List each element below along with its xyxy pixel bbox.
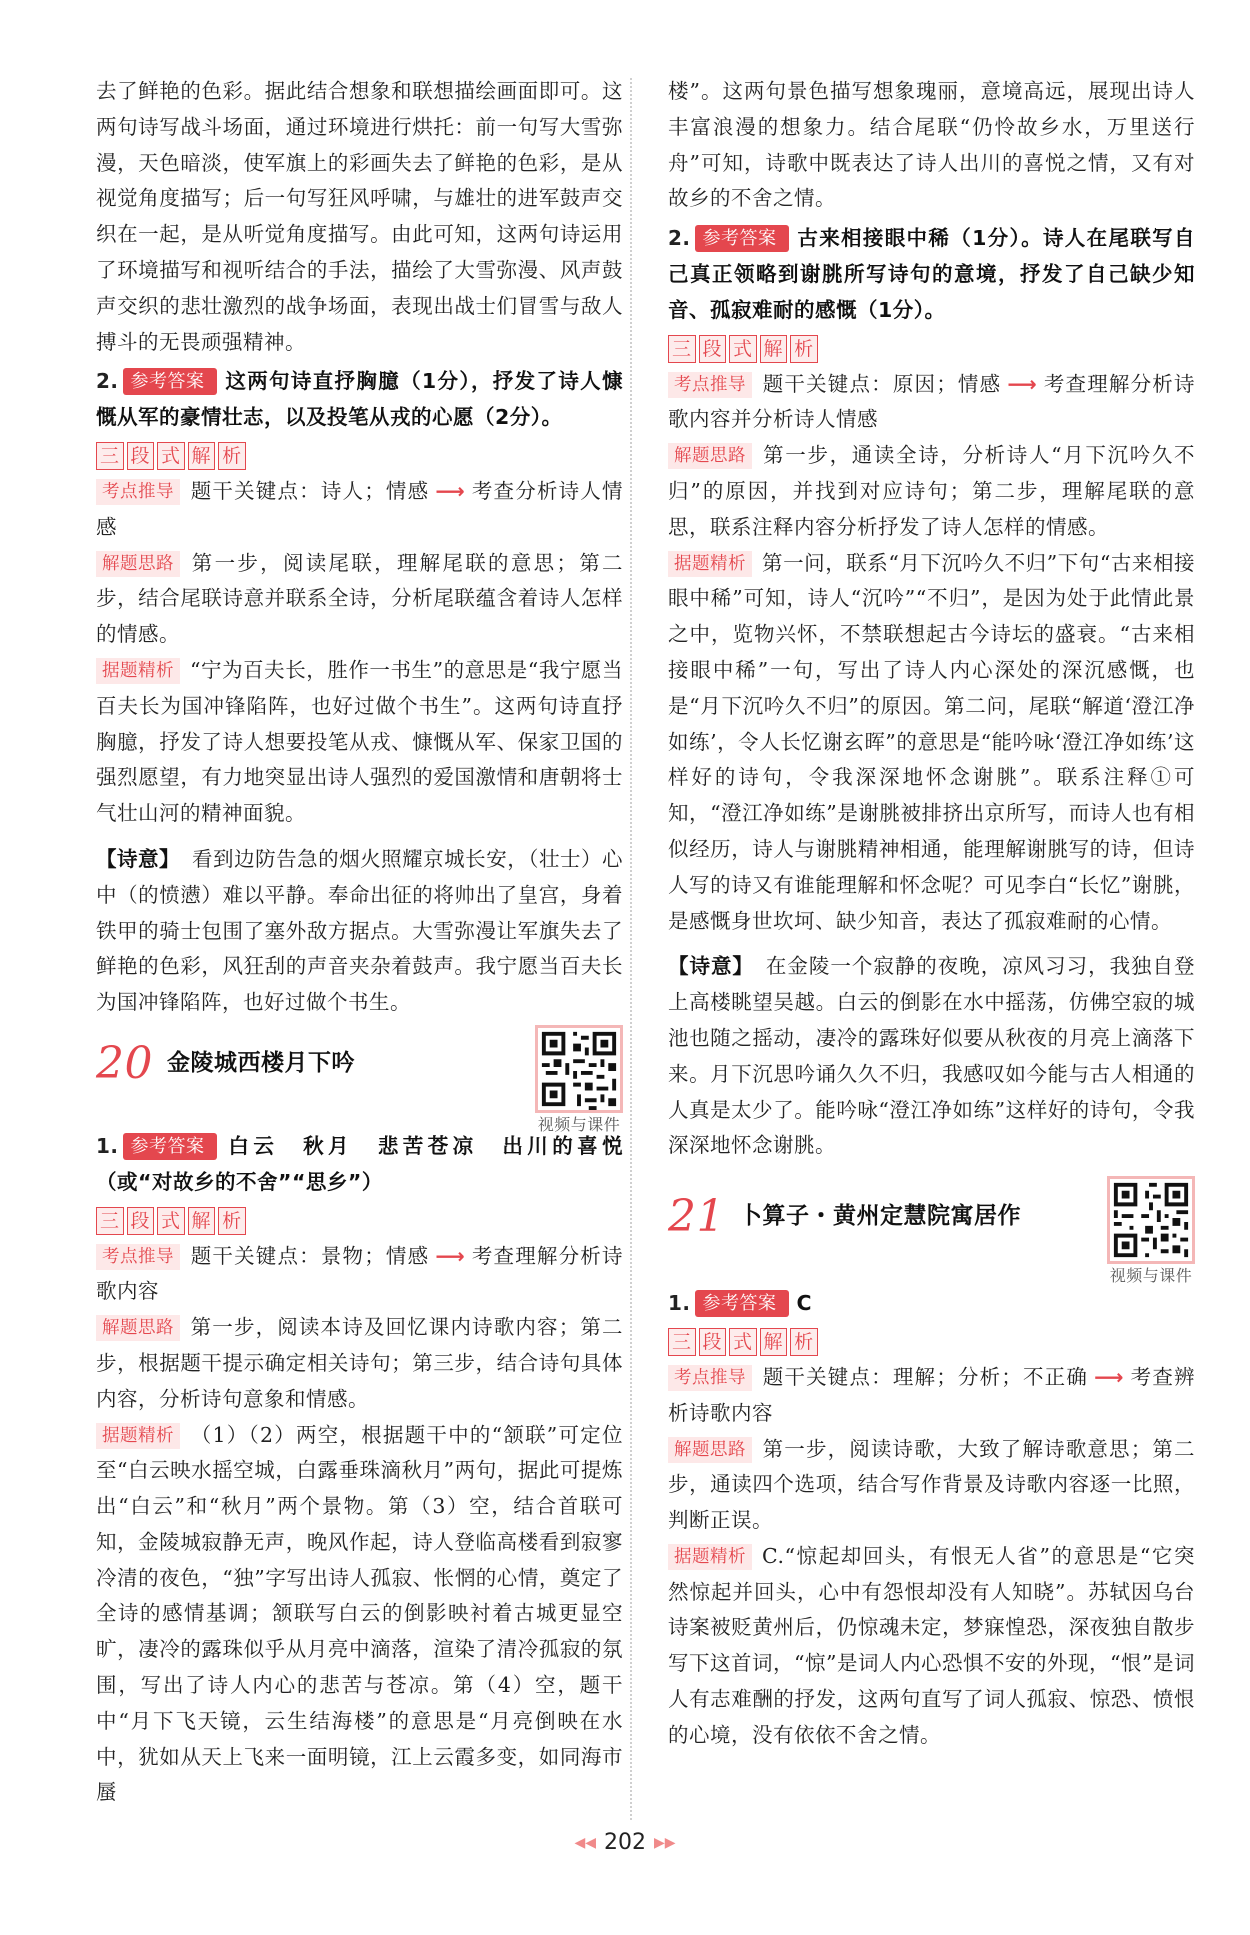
- kaodian-target: 考查理解分析诗歌内容并分析诗人情感: [668, 371, 1196, 432]
- right-column: [668, 74, 1195, 1754]
- jingxi-paragraph: [668, 546, 1195, 940]
- page-number: [0, 1830, 1250, 1855]
- question-number: 1.: [668, 1291, 691, 1316]
- kaodian-paragraph: [96, 474, 623, 546]
- method-char: 解: [188, 1207, 216, 1235]
- kaodian-target: 考查分析诗人情感: [96, 478, 624, 539]
- kaodian-tag: 考点推导: [668, 1365, 752, 1391]
- jingxi-text: 第一问，联系“月下沉吟久不归”下句“古来相接眼中稀”可知，诗人“沉吟”“不归”，是因为处于此情此景之中，览物兴怀，不禁联想起古今诗坛的盛衰。“古来相接眼中稀”一句，写出了诗人内心深处的深沉感慨，也是“月下沉吟久不归”的原因。第二问，尾联“解道‘澄江净如练’，令人长忆谢玄晖”的意思是“能吟咏‘澄江净如练’这样好的诗句，令我深深地怀念谢朓”。联系注释①可知，“澄江净如练”是谢朓被排挤出京所写，而诗人也有相似经历，诗人与谢朓精神相通，能理解谢朓写的诗，但诗人写的诗又有谁能理解和怀念呢？可见李白“长忆”谢朓，是感慨身世坎坷、缺少知音，表达了孤寂难耐的心情。: [668, 550, 1195, 933]
- qr-caption: 视频与课件: [1109, 1266, 1193, 1286]
- section-title: 金陵城西楼月下吟: [167, 1050, 355, 1077]
- question-number: 1.: [96, 1133, 119, 1158]
- answer-text: C: [796, 1291, 813, 1316]
- method-char: 解: [760, 335, 788, 363]
- kaodian-target: 考查辨析诗歌内容: [668, 1364, 1196, 1425]
- qr-block[interactable]: [535, 1025, 623, 1137]
- kaodian-keypoints: 题干关键点：景物；情感: [190, 1243, 430, 1268]
- kaodian-tag: 考点推导: [96, 1244, 180, 1270]
- jieti-tag: 解题思路: [668, 443, 752, 469]
- jieti-tag: 解题思路: [668, 1437, 752, 1463]
- answer-text: 古来相接眼中稀（1分）。诗人在尾联写自己真正领略到谢朓所写诗句的意境，抒发了自己缺少知音、孤寂难耐的感慨（1分）。: [668, 226, 1195, 322]
- question-number: 2.: [96, 369, 119, 394]
- jingxi-paragraph: [96, 653, 623, 832]
- left-column: [96, 74, 623, 1811]
- jingxi-tag: 据题精析: [96, 658, 180, 684]
- answer-text: 白云 秋月 悲苦苍凉 出川的喜悦（或“对故乡的不舍”“思乡”）: [96, 1133, 623, 1194]
- shiyi-text: 在金陵一个寂静的夜晚，凉风习习，我独自登上高楼眺望吴越。白云的倒影在水中摇荡，仿佛空寂的城池也随之摇动，凄冷的露珠好似要从秋夜的月亮上滴落下来。月下沉思吟诵久久不归，我感叹如今能与古人相通的人真是太少了。能吟咏“澄江净如练”这样好的诗句，令我深深地怀念谢朓。: [668, 954, 1196, 1158]
- method-badge: [668, 335, 1195, 363]
- kaodian-keypoints: 题干关键点：原因；情感: [762, 371, 1002, 396]
- column-divider: [630, 78, 632, 1820]
- arrow-icon: ⟶: [1094, 1364, 1124, 1389]
- section-21-header: [668, 1191, 1195, 1286]
- method-char: 式: [157, 442, 185, 470]
- jieti-paragraph: [96, 1310, 623, 1417]
- shiyi-paragraph: [668, 949, 1195, 1164]
- shiyi-label: 【诗意】: [96, 846, 181, 871]
- kaodian-keypoints: 题干关键点：诗人；情感: [190, 478, 430, 503]
- method-char: 三: [668, 335, 696, 363]
- jingxi-text: “宁为百夫长，胜作一书生”的意思是“我宁愿当百夫长为国冲锋陷阵，也好过做个书生”。这两句诗直抒胸臆，抒发了诗人想要投笔从戎、慷慨从军、保家卫国的强烈愿望，有力地突显出诗人强烈的爱国激情和唐朝将士气壮山河的精神面貌。: [96, 657, 623, 826]
- method-badge: [96, 442, 623, 470]
- method-char: 解: [760, 1328, 788, 1356]
- question-number: 2.: [668, 226, 691, 251]
- arrow-icon: ⟶: [1007, 371, 1038, 396]
- left-triangle-icon: ◀◀: [574, 1835, 596, 1851]
- jingxi-tag: 据题精析: [668, 551, 752, 577]
- section-21-question-1-answer: [668, 1286, 1195, 1322]
- right-triangle-icon: ▶▶: [654, 1835, 676, 1851]
- jieti-tag: 解题思路: [96, 551, 180, 577]
- left-intro-paragraph: 去了鲜艳的色彩。据此结合想象和联想描绘画面即可。这两句诗写战斗场面，通过环境进行烘托：前一句写大雪弥漫，天色暗淡，使军旗上的彩画失去了鲜艳的色彩，是从视觉角度描写；后一句写狂风呼啸，与雄壮的进军鼓声交织在一起，是从听觉角度描写。由此可知，这两句诗运用了环境描写和视听结合的手法，描绘了大雪弥漫、风声鼓声交织的悲壮激烈的战争场面，表现出战士们冒雪与敌人搏斗的无畏顽强精神。: [96, 79, 623, 354]
- jieti-paragraph: [668, 1432, 1195, 1539]
- answer-tag: 参考答案: [123, 368, 217, 395]
- method-char: 段: [127, 1207, 155, 1235]
- jieti-text: 第一步，阅读尾联，理解尾联的意思；第二步，结合尾联诗意并联系全诗，分析尾联蕴含着诗人怎样的情感。: [96, 550, 623, 647]
- method-char: 解: [188, 442, 216, 470]
- method-char: 析: [218, 442, 246, 470]
- right-continuation-paragraph: 楼”。这两句景色描写想象瑰丽，意境高远，展现出诗人丰富浪漫的想象力。结合尾联“仍怜故乡水，万里送行舟”可知，诗歌中既表达了诗人出川的喜悦之情，又有对故乡的不舍之情。: [668, 79, 1195, 211]
- method-char: 段: [699, 1328, 727, 1356]
- section-number: 20: [96, 1037, 153, 1089]
- answer-tag: 参考答案: [695, 225, 789, 252]
- method-char: 式: [729, 335, 757, 363]
- kaodian-keypoints: 题干关键点：理解；分析；不正确: [762, 1364, 1089, 1389]
- shiyi-text: 看到边防告急的烟火照耀京城长安，（壮士）心中（的愤懑）难以平静。奉命出征的将帅出了皇宫，身着铁甲的骑士包围了塞外敌方据点。大雪弥漫让军旗失去了鲜艳的色彩，风狂刮的声音夹杂着鼓声。我宁愿当百夫长为国冲锋陷阵，也好过做个书生。: [96, 846, 624, 1015]
- jingxi-paragraph: [668, 1539, 1195, 1754]
- kaodian-paragraph: [668, 367, 1195, 439]
- section-20-header: [96, 1037, 623, 1134]
- jieti-tag: 解题思路: [96, 1315, 180, 1341]
- section-20-question-1-answer: [96, 1129, 623, 1201]
- kaodian-target: 考查理解分析诗歌内容: [96, 1243, 624, 1304]
- jieti-paragraph: [96, 546, 623, 653]
- method-char: 三: [668, 1328, 696, 1356]
- shiyi-paragraph: [96, 842, 623, 1021]
- kaodian-paragraph: [96, 1239, 623, 1311]
- section-number: 21: [668, 1191, 725, 1243]
- section-title: 卜算子・黄州定慧院寓居作: [739, 1203, 1021, 1230]
- jingxi-tag: 据题精析: [668, 1544, 752, 1570]
- method-badge: [96, 1207, 623, 1235]
- jieti-paragraph: [668, 438, 1195, 545]
- kaodian-tag: 考点推导: [668, 372, 752, 398]
- method-char: 析: [218, 1207, 246, 1235]
- method-char: 析: [790, 1328, 818, 1356]
- jingxi-text: （1）（2）两空，根据题干中的“颔联”可定位至“白云映水摇空城，白露垂珠滴秋月”两句，据此可提炼出“白云”和“秋月”两个景物。第（3）空，结合首联可知，金陵城寂静无声，晚风作起，诗人登临高楼看到寂寥冷清的夜色，“独”字写出诗人孤寂、怅惘的心情，奠定了全诗的感情基调；颔联写白云的倒影映衬着古城更显空旷，凄冷的露珠似乎从月亮中滴落，渲染了清冷孤寂的氛围，写出了诗人内心的悲苦与苍凉。第（4）空，题干中“月下飞天镜，云生结海楼”的意思是“月亮倒映在水中，犹如从天上飞来一面明镜，江上云霞多变，如同海市蜃: [96, 1422, 623, 1805]
- jieti-text: 第一步，阅读诗歌，大致了解诗歌意思；第二步，通读四个选项，结合写作背景及诗歌内容逐一比照，判断正误。: [668, 1436, 1195, 1533]
- method-char: 段: [699, 335, 727, 363]
- page-number-text: 202: [604, 1830, 646, 1855]
- qr-block[interactable]: [1107, 1176, 1195, 1288]
- jieti-text: 第一步，通读全诗，分析诗人“月下沉吟久不归”的原因，并找到对应诗句；第二步，理解尾联的意思，联系注释内容分析抒发了诗人怎样的情感。: [668, 443, 1195, 539]
- qr-code-icon[interactable]: [1107, 1176, 1195, 1264]
- shiyi-label: 【诗意】: [668, 954, 754, 979]
- jingxi-tag: 据题精析: [96, 1423, 180, 1449]
- kaodian-tag: 考点推导: [96, 479, 180, 505]
- method-char: 式: [729, 1328, 757, 1356]
- arrow-icon: ⟶: [435, 478, 466, 503]
- method-char: 段: [127, 442, 155, 470]
- method-char: 析: [790, 335, 818, 363]
- kaodian-paragraph: [668, 1360, 1195, 1432]
- arrow-icon: ⟶: [435, 1243, 466, 1268]
- method-char: 式: [157, 1207, 185, 1235]
- question-2-answer: [668, 221, 1195, 328]
- qr-code-icon[interactable]: [535, 1025, 623, 1113]
- method-char: 三: [96, 1207, 124, 1235]
- method-char: 三: [96, 442, 124, 470]
- jingxi-paragraph: [96, 1418, 623, 1812]
- answer-text: 这两句诗直抒胸臆（1分），抒发了诗人慷慨从军的豪情壮志，以及投笔从戎的心愿（2分）。: [96, 369, 623, 430]
- method-badge: [668, 1328, 1195, 1356]
- qr-caption: 视频与课件: [537, 1114, 621, 1134]
- answer-tag: 参考答案: [695, 1290, 789, 1317]
- question-2-answer: [96, 364, 623, 436]
- jieti-text: 第一步，阅读本诗及回忆课内诗歌内容；第二步，根据题干提示确定相关诗句；第三步，结合诗句具体内容，分析诗句意象和情感。: [96, 1315, 623, 1411]
- answer-tag: 参考答案: [123, 1133, 217, 1160]
- jingxi-text: C.“惊起却回头，有恨无人省”的意思是“它突然惊起并回头，心中有怨恨却没有人知晓”。苏轼因乌台诗案被贬黄州后，仍惊魂未定，梦寐惶恐，深夜独自散步写下这首词，“惊”是词人内心恐惧不安的外现，“恨”是词人有志难酬的抒发，这两句直写了词人孤寂、惊恐、愤恨的心境，没有依依不舍之情。: [668, 1543, 1195, 1747]
